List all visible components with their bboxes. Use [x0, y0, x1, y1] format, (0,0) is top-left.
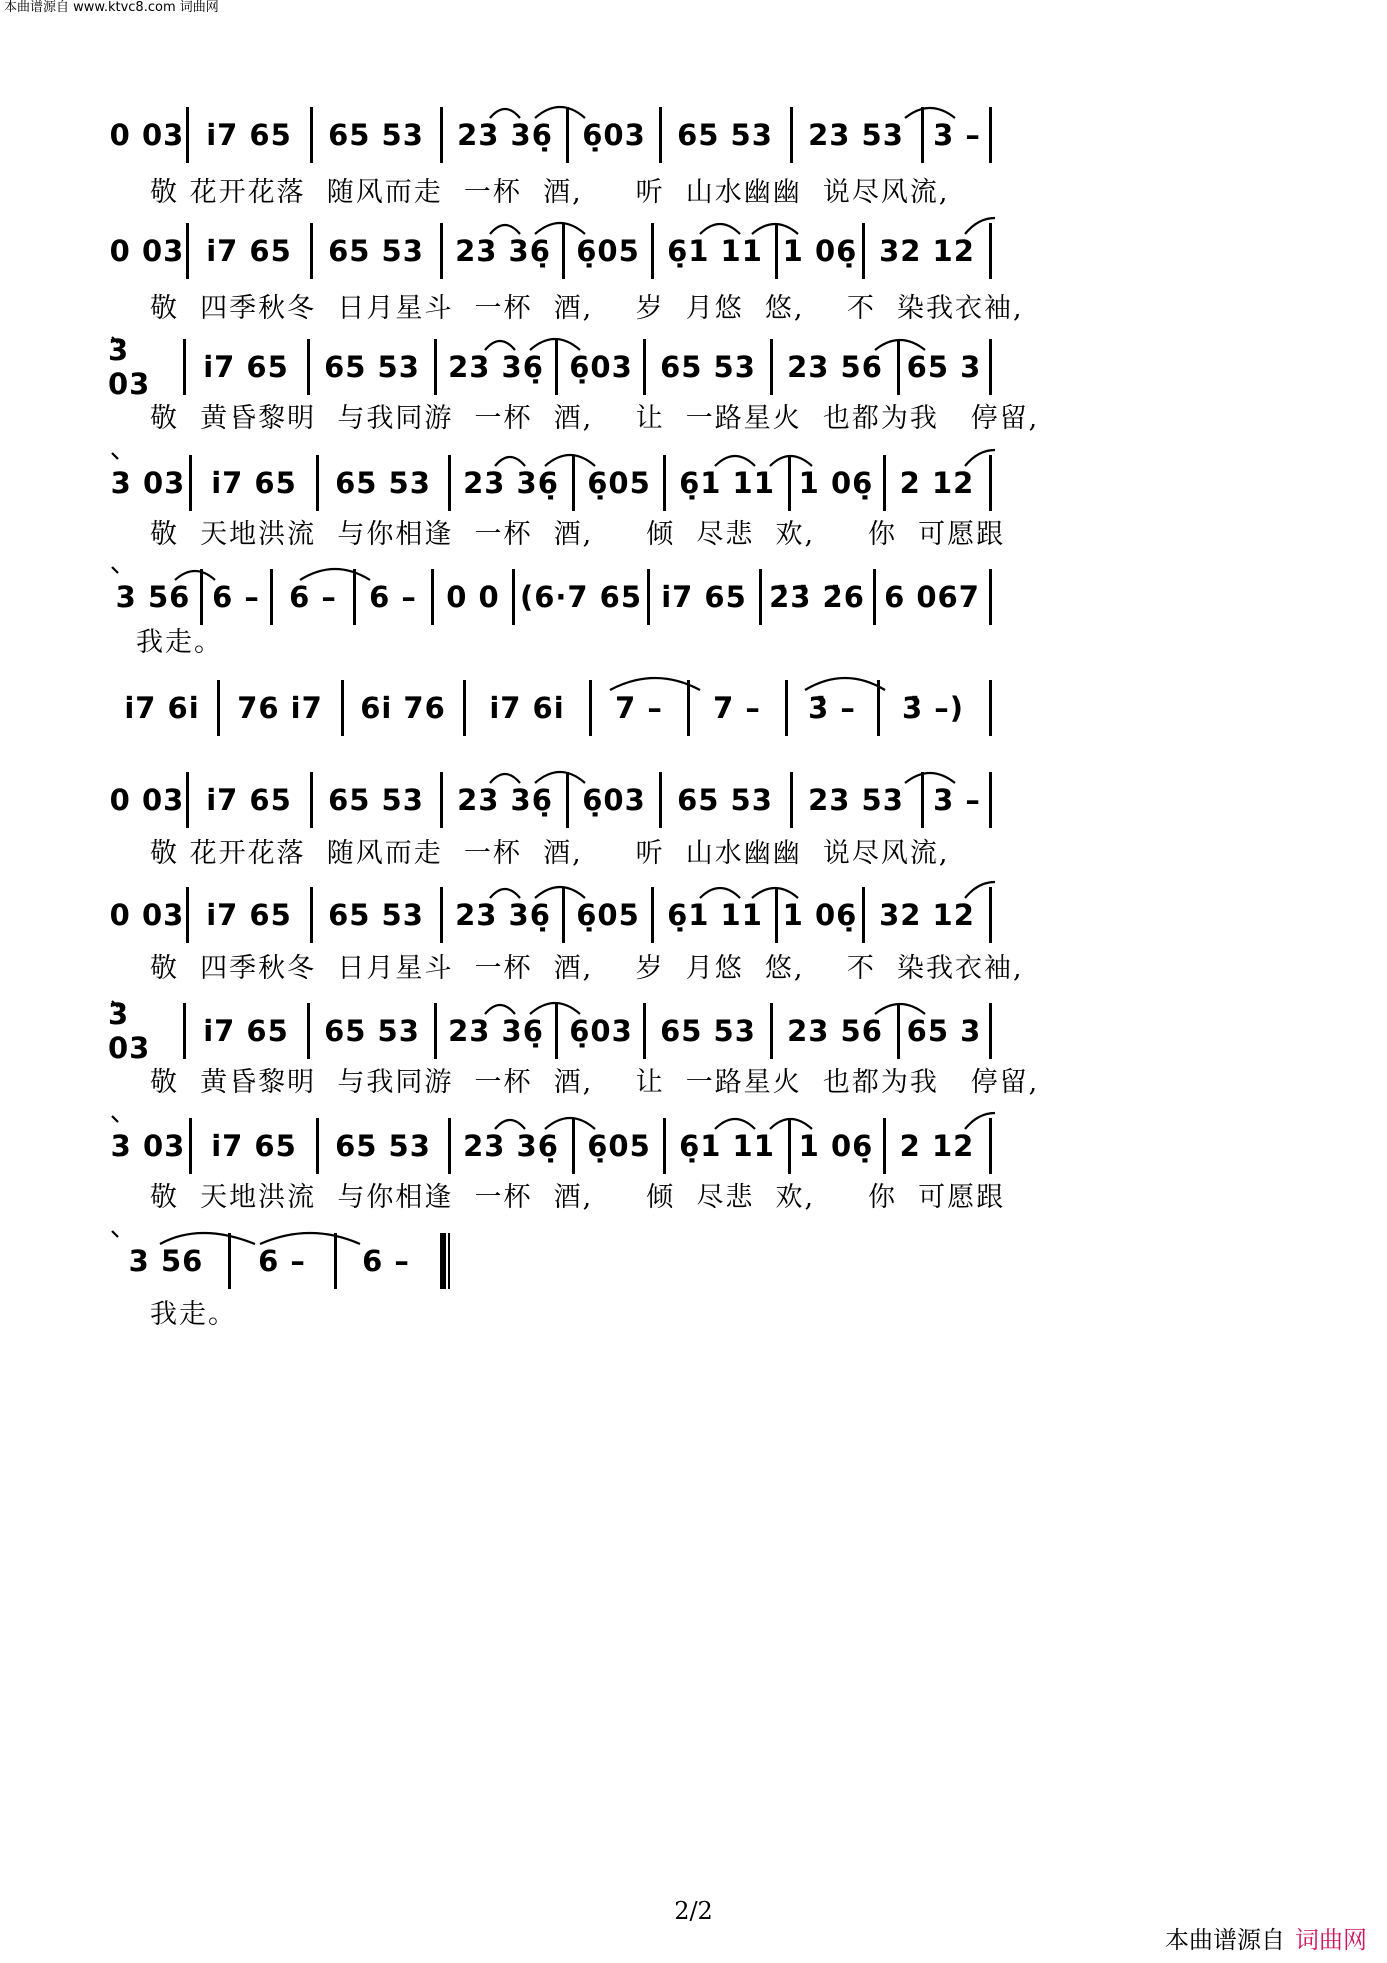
- barline: [440, 107, 443, 163]
- barline: [448, 455, 451, 511]
- lyrics-text: 敬 天地洪流 与你相逢 一杯 酒, 倾 尽悲 欢, 你 可愿跟: [150, 1181, 1006, 1213]
- measure: 6 –: [212, 580, 260, 614]
- lyrics-line: [0, 830, 1387, 870]
- barline: [228, 1233, 231, 1289]
- measure: i̇7 65: [206, 783, 292, 817]
- barline: [566, 772, 569, 828]
- measure: 0 03: [109, 898, 185, 932]
- barline: [643, 339, 646, 395]
- measure: 3 03: [108, 333, 151, 401]
- measure: i̇7 65: [211, 1129, 297, 1163]
- measure: 6̣05: [587, 466, 651, 500]
- notes-line: [0, 221, 1387, 281]
- measure: 23 53: [808, 118, 904, 152]
- barline: [589, 680, 592, 736]
- barline: [310, 223, 313, 279]
- lyrics-line: [0, 619, 1387, 659]
- measure: 23 56: [787, 1014, 883, 1048]
- barline: [873, 569, 876, 625]
- barline: [310, 887, 313, 943]
- barline: [189, 1118, 192, 1174]
- measure: i̇7 65: [206, 118, 292, 152]
- measure: 1 06̣: [782, 898, 858, 932]
- measure: 65 53: [324, 350, 420, 384]
- notes-line: [0, 997, 1387, 1065]
- measure: 65 53: [328, 118, 424, 152]
- measure: 6̣1 11: [679, 1129, 775, 1163]
- source-watermark-text: 本曲谱源自 www.ktvc8.com 词曲网: [4, 0, 219, 15]
- footer-logo-text-b: 词曲网: [1295, 1926, 1367, 1954]
- measure: 6 –: [258, 1244, 306, 1278]
- measure: 0 03: [109, 118, 185, 152]
- barline: [989, 107, 992, 163]
- measure: 32 12: [879, 898, 975, 932]
- measure: i̇7 65: [661, 580, 747, 614]
- measure: 6 067: [884, 580, 980, 614]
- barline: [334, 1233, 337, 1289]
- measure: 3 56: [128, 1244, 204, 1278]
- measure: 3̇ –: [808, 691, 856, 725]
- measure: 23 36̣: [448, 1014, 544, 1048]
- lyrics-text: 我走。: [150, 1298, 237, 1330]
- measure: 6̣05: [576, 234, 640, 268]
- barline: [989, 223, 992, 279]
- measure: 1 06̣: [782, 234, 858, 268]
- measure: 2 12: [899, 466, 975, 500]
- barline: [921, 772, 924, 828]
- barline: [775, 887, 778, 943]
- measure: 3 –: [933, 783, 981, 817]
- barline: [562, 223, 565, 279]
- measure: 6̣1 11: [667, 234, 763, 268]
- measure: 6̣03: [582, 783, 646, 817]
- lyrics-text: 敬 花开花落 随风而走 一杯 酒, 听 山水幽幽 说尽风流,: [150, 837, 950, 869]
- measure: 65 53: [677, 118, 773, 152]
- final-barline: [440, 1233, 446, 1289]
- barline: [353, 569, 356, 625]
- barline: [217, 680, 220, 736]
- lyrics-text: 敬 四季秋冬 日月星斗 一杯 酒, 岁 月悠 悠, 不 染我衣袖,: [150, 952, 1024, 984]
- barline: [775, 223, 778, 279]
- measure: 65 53: [335, 466, 431, 500]
- barline: [790, 107, 793, 163]
- barline: [572, 1118, 575, 1174]
- measure: i̇7 65: [206, 898, 292, 932]
- notes-line: [0, 333, 1387, 401]
- barline: [310, 107, 313, 163]
- barline: [341, 680, 344, 736]
- barline: [316, 455, 319, 511]
- measure: 7 –: [713, 691, 761, 725]
- barline: [566, 107, 569, 163]
- barline: [989, 569, 992, 625]
- footer-logo: [1165, 1920, 1367, 1955]
- measure: 6̣1 11: [667, 898, 763, 932]
- barline: [883, 1118, 886, 1174]
- measure: 65 53: [660, 350, 756, 384]
- measure: 65 53: [328, 898, 424, 932]
- measure: 2 12: [899, 1129, 975, 1163]
- lyrics-text: 敬 黄昏黎明 与我同游 一杯 酒, 让 一路星火 也都为我 停留,: [150, 402, 1040, 434]
- measure: 2̇3̇ 2̇6: [769, 580, 865, 614]
- lyrics-text: 敬 天地洪流 与你相逢 一杯 酒, 倾 尽悲 欢, 你 可愿跟: [150, 518, 1006, 550]
- measure: 32 12: [879, 234, 975, 268]
- measure: 6̣03: [569, 350, 633, 384]
- measure: 6̣05: [587, 1129, 651, 1163]
- measure: 23 56: [787, 350, 883, 384]
- barline: [463, 680, 466, 736]
- measure: 0 03: [109, 783, 185, 817]
- barline: [186, 772, 189, 828]
- lyrics-line: [0, 285, 1387, 325]
- lyrics-text: 敬 黄昏黎明 与我同游 一杯 酒, 让 一路星火 也都为我 停留,: [150, 1066, 1040, 1098]
- measure: 6̣03: [582, 118, 646, 152]
- notes-line: [0, 678, 1387, 738]
- notes-line: [0, 453, 1387, 513]
- measure: 23 36̣: [457, 783, 553, 817]
- notes-line: [0, 1116, 1387, 1176]
- barline: [434, 339, 437, 395]
- barline: [434, 1003, 437, 1059]
- barline: [897, 339, 900, 395]
- measure: 23 36̣: [455, 898, 551, 932]
- measure: 3̇ –): [901, 691, 965, 725]
- barline: [862, 887, 865, 943]
- barline: [862, 223, 865, 279]
- measure: (6·7 65: [519, 580, 643, 614]
- measure: i̇7 65: [211, 466, 297, 500]
- lyrics-line: [0, 1059, 1387, 1099]
- barline: [921, 107, 924, 163]
- barline: [512, 569, 515, 625]
- lyrics-line: [0, 1174, 1387, 1214]
- lyrics-line: [0, 945, 1387, 985]
- notes-line: [0, 1231, 1387, 1291]
- measure: 6̣05: [576, 898, 640, 932]
- notes-line: [0, 770, 1387, 830]
- measure: 3 –: [933, 118, 981, 152]
- barline: [431, 569, 434, 625]
- barline: [643, 1003, 646, 1059]
- barline: [440, 887, 443, 943]
- measure: 3 03: [110, 466, 186, 500]
- barline: [663, 455, 666, 511]
- barline: [189, 455, 192, 511]
- barline: [270, 569, 273, 625]
- barline: [440, 772, 443, 828]
- barline: [555, 339, 558, 395]
- lyrics-line: [0, 511, 1387, 551]
- barline: [989, 339, 992, 395]
- barline: [562, 887, 565, 943]
- measure: 3 03: [110, 1129, 186, 1163]
- barline: [989, 1118, 992, 1174]
- barline: [788, 455, 791, 511]
- measure: 23 53: [808, 783, 904, 817]
- measure: 6̣03: [569, 1014, 633, 1048]
- lyrics-text: 敬 四季秋冬 日月星斗 一杯 酒, 岁 月悠 悠, 不 染我衣袖,: [150, 292, 1024, 324]
- barline: [759, 569, 762, 625]
- measure: i̇7 65: [203, 1014, 289, 1048]
- measure: 6 –: [289, 580, 337, 614]
- barline: [647, 569, 650, 625]
- measure: 65 53: [660, 1014, 756, 1048]
- measure: 65 3: [906, 350, 982, 384]
- measure: 65 53: [335, 1129, 431, 1163]
- measure: 3 56: [115, 580, 191, 614]
- barline: [440, 223, 443, 279]
- barline: [307, 339, 310, 395]
- measure: 65 3: [906, 1014, 982, 1048]
- measure: 65 53: [328, 234, 424, 268]
- measure: 6̣1 11: [679, 466, 775, 500]
- measure: i̇7 6i̇: [489, 691, 565, 725]
- barline: [788, 1118, 791, 1174]
- notes-line: [0, 885, 1387, 945]
- measure: i̇7 65: [206, 234, 292, 268]
- barline: [307, 1003, 310, 1059]
- barline: [897, 1003, 900, 1059]
- measure: 23 36̣: [463, 1129, 559, 1163]
- barline: [785, 680, 788, 736]
- notes-line: [0, 105, 1387, 165]
- barline: [790, 772, 793, 828]
- barline: [651, 887, 654, 943]
- barline: [770, 1003, 773, 1059]
- barline: [877, 680, 880, 736]
- measure: 1 06̣: [798, 1129, 874, 1163]
- lyrics-line: [0, 1291, 1387, 1331]
- barline: [989, 1003, 992, 1059]
- barline: [183, 339, 186, 395]
- measure: 76 i̇7: [237, 691, 323, 725]
- barline: [316, 1118, 319, 1174]
- measure: 6 –: [362, 1244, 410, 1278]
- barline: [989, 887, 992, 943]
- barline: [183, 1003, 186, 1059]
- measure: 23 36̣: [455, 234, 551, 268]
- measure: 0 03: [109, 234, 185, 268]
- lyrics-text: 我走。: [136, 626, 223, 658]
- measure: 3 03: [108, 997, 151, 1065]
- measure: 23 36̣: [457, 118, 553, 152]
- measure: 0 0: [446, 580, 500, 614]
- measure: 65 53: [328, 783, 424, 817]
- measure: 23 36̣: [463, 466, 559, 500]
- lyrics-line: [0, 169, 1387, 209]
- barline: [663, 1118, 666, 1174]
- barline: [186, 887, 189, 943]
- barline: [989, 455, 992, 511]
- barline: [659, 107, 662, 163]
- barline: [883, 455, 886, 511]
- measure: 6i̇ 76: [360, 691, 446, 725]
- barline: [186, 107, 189, 163]
- barline: [651, 223, 654, 279]
- barline: [989, 772, 992, 828]
- footer-logo-text-a: 本曲谱源自: [1165, 1926, 1285, 1954]
- barline: [555, 1003, 558, 1059]
- barline: [448, 1233, 450, 1289]
- barline: [659, 772, 662, 828]
- measure: i̇7 6i̇: [124, 691, 200, 725]
- barline: [572, 455, 575, 511]
- measure: 65 53: [324, 1014, 420, 1048]
- barline: [989, 680, 992, 736]
- lyrics-line: [0, 395, 1387, 435]
- barline: [687, 680, 690, 736]
- barline: [310, 772, 313, 828]
- page-number: 2/2: [674, 1897, 713, 1925]
- lyrics-text: 敬 花开花落 随风而走 一杯 酒, 听 山水幽幽 说尽风流,: [150, 176, 950, 208]
- measure: 6 –: [369, 580, 417, 614]
- barline: [448, 1118, 451, 1174]
- barline: [770, 339, 773, 395]
- measure: i̇7 65: [203, 350, 289, 384]
- barline: [200, 569, 203, 625]
- barline: [186, 223, 189, 279]
- measure: 1 06̣: [798, 466, 874, 500]
- notes-line: [0, 567, 1387, 627]
- measure: 7 –: [615, 691, 663, 725]
- measure: 23 36̣: [448, 350, 544, 384]
- measure: 65 53: [677, 783, 773, 817]
